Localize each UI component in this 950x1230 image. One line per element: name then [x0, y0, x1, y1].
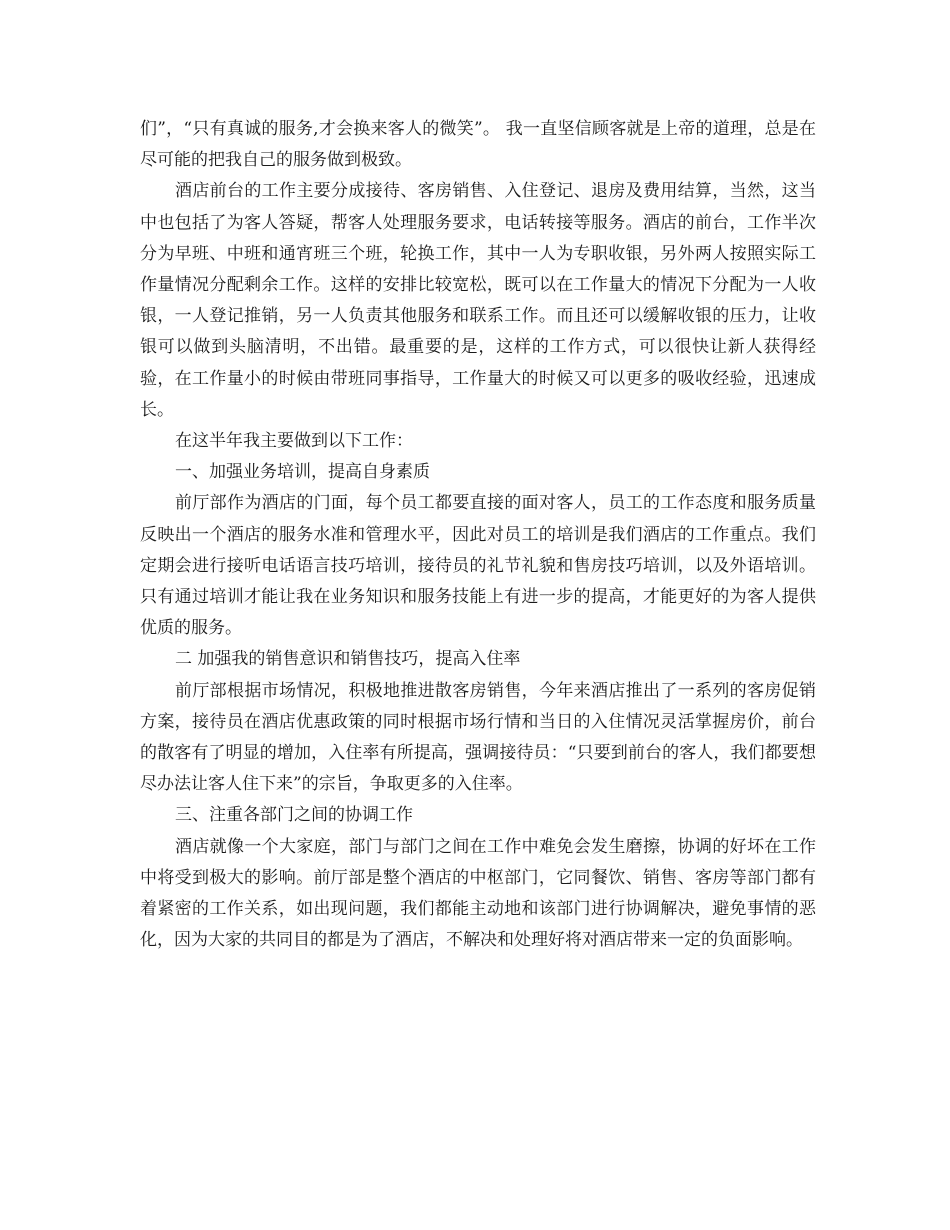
document-body — [140, 114, 816, 956]
paragraph-sales: 前厅部根据市场情况，积极地推进散客房销售，今年来酒店推出了一系列的客房促销方案，接待员在酒店优惠政策的同时根据市场行情和当日的入住情况灵活掌握房价，前台的散客有了明显的增加，入住率有所提高，强调接待员：“只要到前台的客人，我们都要想尽办法让客人住下来”的宗旨，争取更多的入住率。 — [140, 680, 816, 795]
paragraph-front-desk-duties: 酒店前台的工作主要分成接待、客房销售、入住登记、退房及费用结算，当然，这当中也包括了为客人答疑，帮客人处理服务要求，电话转接等服务。酒店的前台，工作半次分为早班、中班和通宵班三个班，轮换工作，其中一人为专职收银，另外两人按照实际工作量情况分配剩余工作。这样的安排比较宽松，既可以在工作量大的情况下分配为一人收银，一人登记推销，另一人负责其他服务和联系工作。而且还可以缓解收银的压力，让收银可以做到头脑清明，不出错。最重要的是，这样的工作方式，可以很快让新人获得经验，在工作量小的时候由带班同事指导，工作量大的时候又可以更多的吸收经验，迅速成长。 — [140, 181, 816, 420]
paragraph-coordination: 酒店就像一个大家庭，部门与部门之间在工作中难免会发生磨擦，协调的好坏在工作中将受到极大的影响。前厅部是整个酒店的中枢部门，它同餐饮、销售、客房等部门都有着紧密的工作关系，如出现问题，我们都能主动地和该部门进行协调解决，避免事情的恶化，因为大家的共同目的都是为了酒店，不解决和处理好将对酒店带来一定的负面影响。 — [140, 836, 816, 951]
paragraph-training: 前厅部作为酒店的门面，每个员工都要直接的面对客人，员工的工作态度和服务质量反映出一个酒店的服务水准和管理水平，因此对员工的培训是我们酒店的工作重点。我们定期会进行接听电话语言技巧培训，接待员的礼节礼貌和售房技巧培训，以及外语培训。只有通过培训才能让我在业务知识和服务技能上有进一步的提高，才能更好的为客人提供优质的服务。 — [140, 493, 816, 639]
section-heading-coordination: 三、注重各部门之间的协调工作 — [175, 805, 413, 826]
section-heading-training: 一、加强业务培训，提高自身素质 — [175, 462, 430, 483]
paragraph-continuation: 们”，“只有真诚的服务,才会换来客人的微笑”。 我一直坚信顾客就是上帝的道理，总是在尽可能的把我自己的服务做到极致。 — [140, 119, 816, 171]
section-heading-sales: 二 加强我的销售意识和销售技巧，提高入住率 — [175, 649, 521, 670]
paragraph-work-intro: 在这半年我主要做到以下工作： — [175, 431, 413, 452]
